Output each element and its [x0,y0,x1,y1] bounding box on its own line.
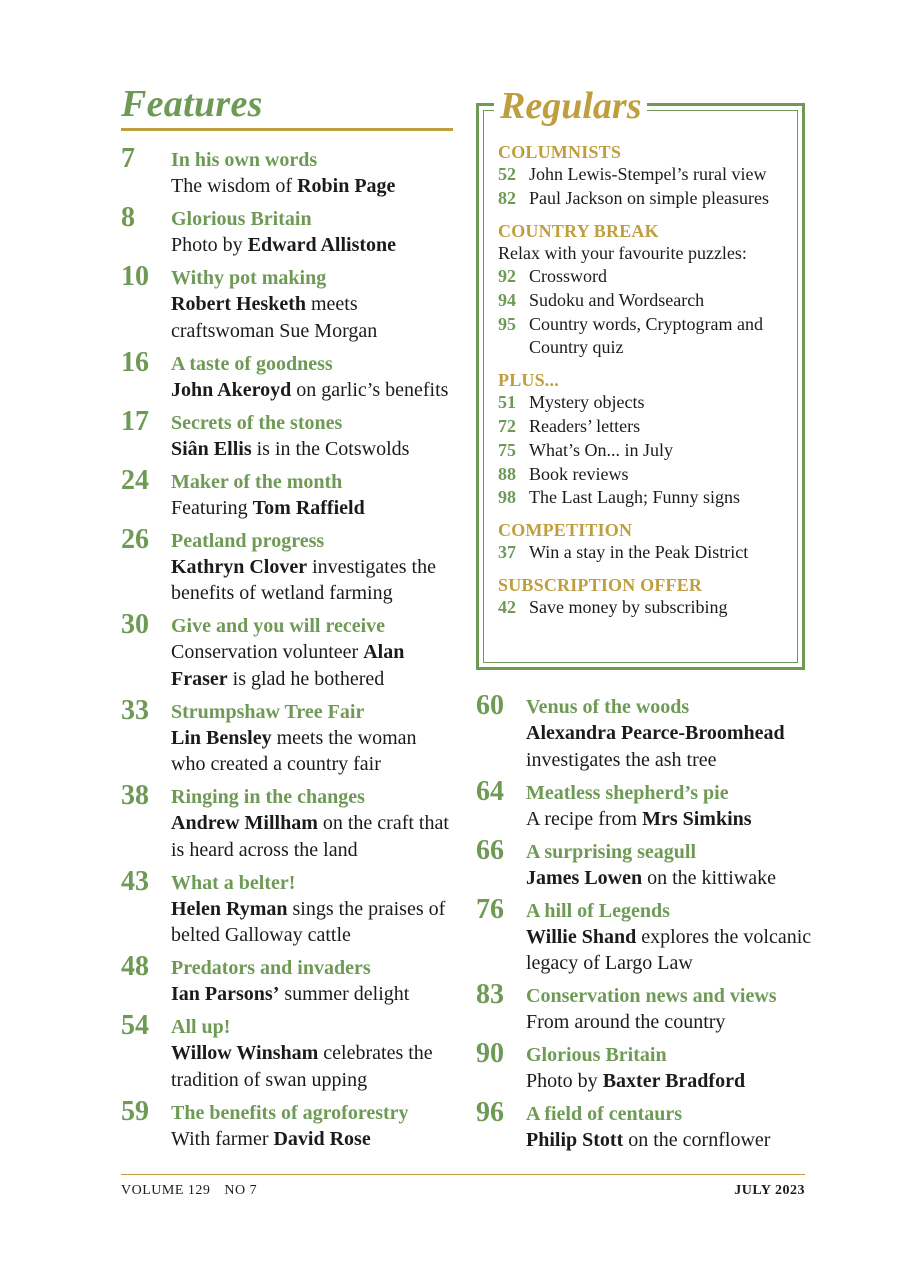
page-number: 43 [121,865,149,897]
author-name: Ian Parsons’ [171,983,280,1005]
page-number: 30 [121,609,149,640]
description-text: explores the volcanic legacy of Largo Law [526,925,812,974]
item-text: Sudoku and Wordsearch [529,289,705,310]
more-features-list [476,690,816,1160]
description-text: meets craftswoman Sue Morgan [171,293,378,342]
description-text: Photo by [171,234,248,256]
regulars-title: Regulars [494,84,647,128]
entry-headline: What a belter! [171,871,296,894]
page-number: 96 [476,1097,504,1128]
item-text: Paul Jackson on simple pleasures [529,187,769,208]
entry-description [171,639,453,692]
section-heading: COLUMNISTS [498,142,622,162]
entry-description [526,806,816,833]
entry-description [171,981,453,1008]
regulars-item [498,486,798,510]
author-name: Robin Page [297,175,396,197]
regulars-item [498,187,798,211]
author-name: Baxter Bradford [602,1070,746,1092]
entry-headline: Maker of the month [171,470,343,493]
description-text: Featuring [171,496,253,519]
contents-entry [121,346,453,404]
description-text: is in the Cotswolds [251,437,410,460]
features-column [121,82,453,1159]
item-text: The Last Laugh; Funny signs [529,487,740,508]
entry-headline: The benefits of agroforestry [171,1101,409,1124]
contents-entry [121,1095,453,1153]
description-text: The wisdom of [171,175,298,197]
entry-headline: Glorious Britain [526,1044,667,1066]
description-text: celebrates the tradition of swan upping [171,1042,433,1091]
entry-description [171,725,453,778]
author-name: Kathryn Clover [171,555,308,578]
description-text: investigates the benefits of wetland farming [171,555,436,604]
page-number: 52 [498,164,516,184]
page-number: 24 [121,464,149,496]
description-text: on garlic’s benefits [291,378,449,401]
contents-entry [121,202,453,259]
regulars-section [498,369,798,510]
entry-headline: A surprising seagull [526,840,697,863]
regulars-section [498,519,798,565]
item-text: Win a stay in the Peak District [529,542,749,563]
description-text: Conservation volunteer [171,641,364,663]
author-name: Lin Bensley [171,726,272,749]
regulars-item [498,265,798,289]
section-heading: COUNTRY BREAK [498,220,659,241]
entry-headline: Secrets of the stones [171,411,343,434]
footer-issue: NO 7 [224,1183,258,1198]
page-number: 95 [498,313,516,334]
description-text: is glad he bothered [227,667,385,690]
description-text: on the craft that is heard across the land [171,812,449,861]
contents-entry [121,405,453,463]
contents-entry [121,951,453,1008]
contents-entry [121,464,453,522]
regulars-item [498,541,798,565]
footer-rule [121,1174,805,1175]
contents-entry [476,775,816,833]
page-number: 26 [121,523,149,555]
entry-description [171,896,453,949]
page-number: 64 [476,775,504,807]
page-number: 75 [498,439,516,460]
page-number: 90 [476,1038,504,1069]
page-number: 83 [476,979,504,1010]
regulars-section [498,574,798,620]
entry-description [171,232,453,259]
contents-entry [476,834,816,892]
author-name: Alan Fraser [171,641,405,690]
page-number: 88 [498,463,516,484]
entry-description [526,1009,816,1036]
entry-headline: All up! [171,1016,231,1038]
page-number: 54 [121,1010,149,1041]
author-name: Willie Shand [526,925,637,948]
page-number: 10 [121,261,149,292]
contents-entry [121,780,453,863]
entry-description [526,1127,816,1154]
author-name: John Akeroyd [171,378,292,401]
regulars-item [498,415,798,439]
page-number: 82 [498,187,516,208]
description-text: on the kittiwake [642,866,776,889]
entry-headline: A field of centaurs [526,1103,683,1125]
page-number: 92 [498,266,516,287]
page-number: 94 [498,289,516,310]
regulars-item [498,439,798,463]
contents-entry [476,1097,816,1154]
item-text: Save money by subscribing [529,597,728,618]
contents-entry [476,690,816,773]
page-number: 7 [121,143,135,174]
item-text: Country words, Cryptogram and Country quiz [529,313,763,358]
regulars-section [498,141,798,211]
features-title: Features [121,83,263,125]
regulars-content [498,141,798,629]
page-number: 51 [498,392,516,413]
entry-headline: Conservation news and views [526,985,777,1007]
contents-entry [476,1038,816,1095]
page-number: 42 [498,597,516,618]
page-number: 59 [121,1095,149,1127]
entry-description [526,720,816,773]
entry-headline: A hill of Legends [526,899,670,922]
item-text: John Lewis-Stempel’s rural view [529,164,767,184]
contents-entry [476,893,816,977]
entry-headline: Give and you will receive [171,615,386,637]
entry-description [171,173,453,200]
author-name: James Lowen [526,866,643,889]
section-heading: COMPETITION [498,520,633,541]
contents-entry [121,694,453,778]
entry-headline: Predators and invaders [171,957,371,979]
page-number: 37 [498,542,516,563]
contents-entry [476,979,816,1036]
item-text: Book reviews [529,463,629,484]
description-text: meets the woman who created a country fair [171,726,417,775]
entry-description [171,554,453,607]
author-name: Tom Raffield [252,496,365,519]
entry-description [171,810,453,863]
description-text: summer delight [279,983,410,1005]
description-text: investigates the ash tree [526,748,717,771]
page-number: 48 [121,951,149,982]
page-number: 17 [121,405,149,437]
page-number: 33 [121,694,149,726]
page-number: 38 [121,780,149,811]
entry-headline: Ringing in the changes [171,786,365,808]
contents-entry [121,1010,453,1093]
description-text: on the cornflower [623,1129,771,1151]
footer-volume: VOLUME 129 [121,1183,211,1198]
contents-entry [121,523,453,607]
author-name: Andrew Millham [171,812,318,834]
entry-headline: Peatland progress [171,529,325,552]
author-name: David Rose [273,1127,371,1150]
contents-entry [121,609,453,692]
footer-date: JULY 2023 [734,1183,805,1198]
entry-headline: Withy pot making [171,267,327,289]
page-number: 60 [476,690,504,721]
author-name: Helen Ryman [171,897,288,920]
page-number: 98 [498,487,516,508]
contents-entry [121,261,453,344]
author-name: Philip Stott [526,1129,624,1151]
contents-entry [121,143,453,200]
author-name: Mrs Simkins [642,807,752,830]
description-text: A recipe from [526,807,643,830]
entry-headline: Venus of the woods [526,696,690,718]
description-text: Photo by [526,1070,603,1092]
entry-headline: In his own words [171,149,318,171]
page-number: 72 [498,416,516,437]
author-name: Siân Ellis [171,437,252,460]
entry-description [171,291,453,344]
entry-description [171,436,453,463]
entry-headline: Strumpshaw Tree Fair [171,700,365,723]
page-number: 66 [476,834,504,866]
regulars-item [498,289,798,313]
author-name: Robert Hesketh [171,293,306,315]
section-intro: Relax with your favourite puzzles: [498,242,747,263]
item-text: Mystery objects [529,392,645,413]
description-text: From around the country [526,1011,726,1033]
entry-description [526,865,816,892]
item-text: What’s On... in July [529,439,673,460]
regulars-item [498,391,798,415]
entry-headline: A taste of goodness [171,352,333,375]
author-name: Willow Winsham [171,1042,319,1064]
regulars-item [498,596,798,620]
regulars-section [498,220,798,361]
item-text: Crossword [529,266,608,287]
features-title-rule [121,128,453,131]
description-text: With farmer [171,1127,274,1150]
section-heading: PLUS... [498,370,559,391]
page-number: 8 [121,202,135,233]
entry-description [171,377,453,404]
footer-volume-info [121,1183,271,1199]
page-number: 16 [121,346,149,378]
page-number: 76 [476,893,504,925]
item-text: Readers’ letters [529,416,641,437]
regulars-item [498,163,798,187]
description-text: sings the praises of belted Galloway cattle [171,897,446,946]
features-list [121,143,453,1152]
entry-description [171,1126,453,1153]
regulars-item [498,313,798,361]
regulars-item [498,463,798,487]
entry-headline: Meatless shepherd’s pie [526,781,729,804]
author-name: Alexandra Pearce-Broomhead [526,722,785,744]
section-heading: SUBSCRIPTION OFFER [498,575,703,596]
entry-description [526,924,816,977]
entry-description [171,495,453,522]
entry-headline: Glorious Britain [171,208,312,230]
entry-description [171,1040,453,1093]
contents-entry [121,865,453,949]
author-name: Edward Allistone [247,234,397,256]
entry-description [526,1068,816,1095]
